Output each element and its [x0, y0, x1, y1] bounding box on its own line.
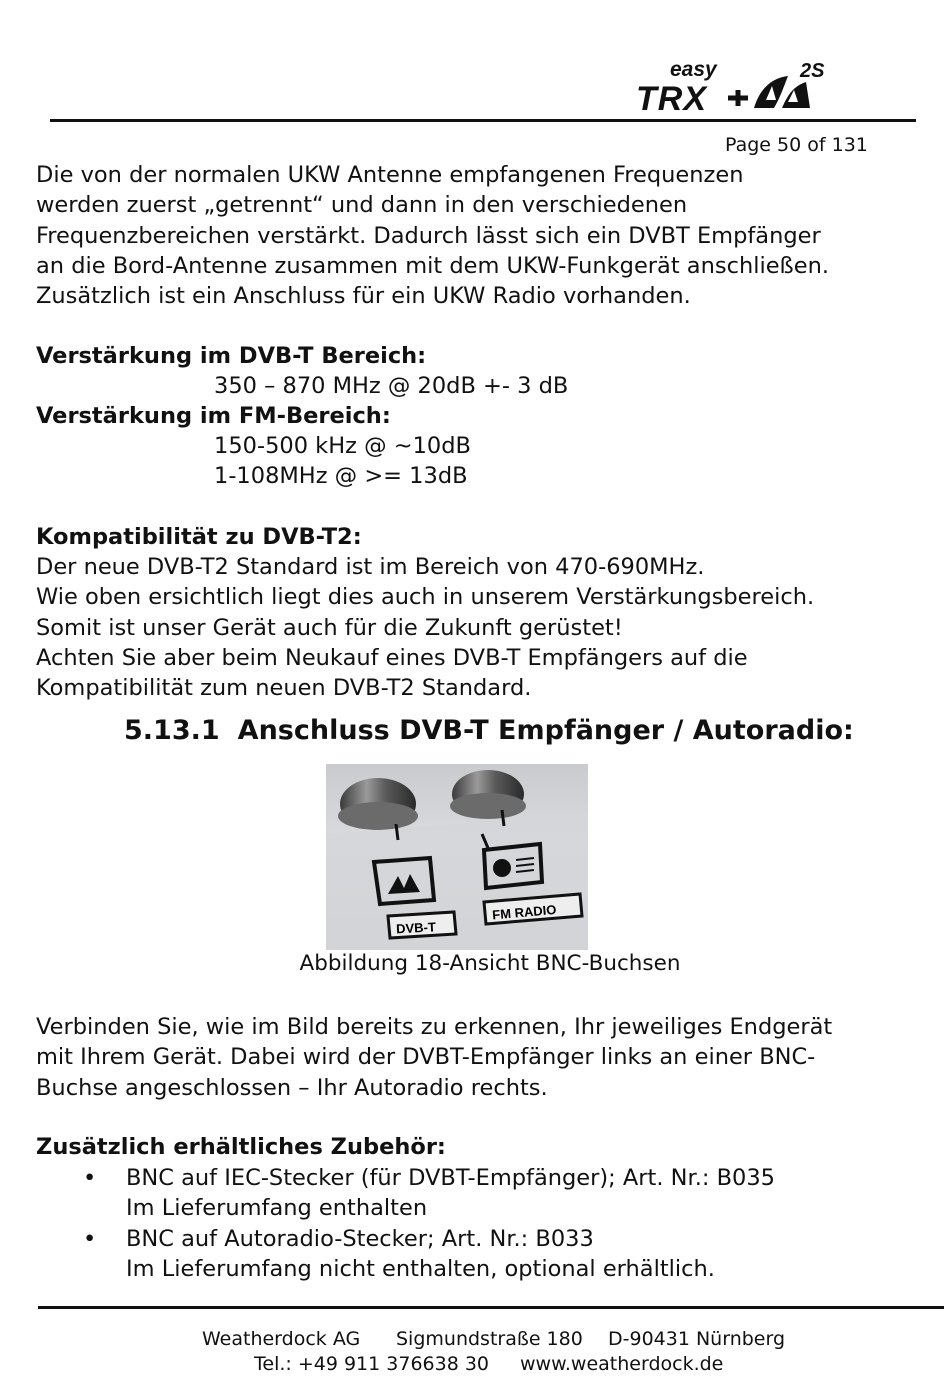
section-heading [124, 715, 854, 746]
page-number: Page 50 of 131 [725, 134, 868, 156]
logo-version-text: 2S [800, 60, 825, 82]
connect-paragraph [36, 1012, 832, 1103]
footer-rule [38, 1306, 944, 1309]
intro-line: Die von der normalen UKW Antenne empfangenen Frequenzen [36, 162, 744, 188]
gain-fm-heading: Verstärkung im FM-Bereich: [36, 403, 391, 429]
logo-trx-text: TRX [636, 80, 707, 118]
connect-line: Buchse angeschlossen – Ihr Autoradio rechts. [36, 1074, 548, 1101]
accessories-heading: Zusätzlich erhältliches Zubehör: [36, 1134, 446, 1160]
compat-line: Wie oben ersichtlich liegt dies auch in unserem Verstärkungsbereich. [36, 584, 815, 611]
gain-dvbt-line: 350 – 870 MHz @ 20dB +- 3 dB [214, 373, 569, 399]
list-item [36, 1163, 775, 1224]
footer-phone: Tel.: +49 911 376638 30 [254, 1353, 490, 1375]
intro-paragraph [36, 160, 829, 311]
intro-line: Frequenzbereichen verstärkt. Dadurch lässt sich ein DVBT Empfänger [36, 222, 821, 249]
list-item [36, 1224, 775, 1285]
accessory-note: Im Lieferumfang nicht enthalten, optional erhältlich. [126, 1255, 715, 1282]
logo [630, 58, 860, 118]
compat-paragraph [36, 552, 814, 703]
gain-fm-line: 150-500 kHz @ ~10dB [214, 433, 471, 459]
compat-heading: Kompatibilität zu DVB-T2: [36, 524, 362, 550]
bullet-icon: • [83, 1225, 97, 1252]
accessory-note: Im Lieferumfang enthalten [126, 1195, 428, 1222]
footer-website[interactable]: www.weatherdock.de [520, 1353, 724, 1375]
logo-easy-text: easy [670, 58, 717, 81]
fm-radio-label: FM RADIO [491, 901, 557, 923]
dvbt-label: DVB-T [395, 919, 437, 937]
intro-line: Zusätzlich ist ein Anschluss für ein UKW Radio vorhanden. [36, 283, 691, 310]
gain-fm-line: 1-108MHz @ >= 13dB [214, 463, 468, 490]
gain-dvbt-values [214, 371, 568, 401]
sailboat-icon [726, 70, 816, 114]
bnc-sockets-figure [326, 764, 588, 950]
intro-line: an die Bord-Antenne zusammen mit dem UKW-Funkgerät anschließen. [36, 252, 829, 279]
header-rule [50, 119, 916, 122]
compat-line: Achten Sie aber beim Neukauf eines DVB-T Empfängers auf die [36, 644, 748, 671]
section-number: 5.13.1 [124, 715, 220, 746]
section-title: Anschluss DVB-T Empfänger / Autoradio: [237, 715, 854, 746]
gain-fm-values [214, 431, 471, 492]
bullet-icon: • [83, 1165, 97, 1191]
intro-line: werden zuerst „getrennt“ und dann in den verschiedenen [36, 192, 688, 219]
gain-dvbt-heading: Verstärkung im DVB-T Bereich: [36, 343, 427, 369]
figure-caption: Abbildung 18-Ansicht BNC-Buchsen [299, 951, 681, 976]
compat-line: Somit ist unser Gerät auch für die Zukunft gerüstet! [36, 614, 623, 641]
accessories-list [36, 1163, 775, 1284]
connect-line: mit Ihrem Gerät. Dabei wird der DVBT-Empfänger links an einer BNC- [36, 1044, 816, 1071]
connect-line: Verbinden Sie, wie im Bild bereits zu erkennen, Ihr jeweiliges Endgerät [36, 1014, 833, 1040]
footer-company: Weatherdock AG [202, 1328, 361, 1350]
bnc-sockets-illustration [326, 764, 588, 950]
compat-line: Kompatibilität zum neuen DVB-T2 Standard. [36, 675, 532, 702]
accessory-line: BNC auf IEC-Stecker (für DVBT-Empfänger); Art. Nr.: B035 [126, 1165, 775, 1191]
footer-street: Sigmundstraße 180 [396, 1328, 583, 1350]
compat-line: Der neue DVB-T2 Standard ist im Bereich von 470-690MHz. [36, 554, 705, 580]
accessory-line: BNC auf Autoradio-Stecker; Art. Nr.: B033 [126, 1225, 594, 1252]
footer-city: D-90431 Nürnberg [608, 1328, 786, 1350]
